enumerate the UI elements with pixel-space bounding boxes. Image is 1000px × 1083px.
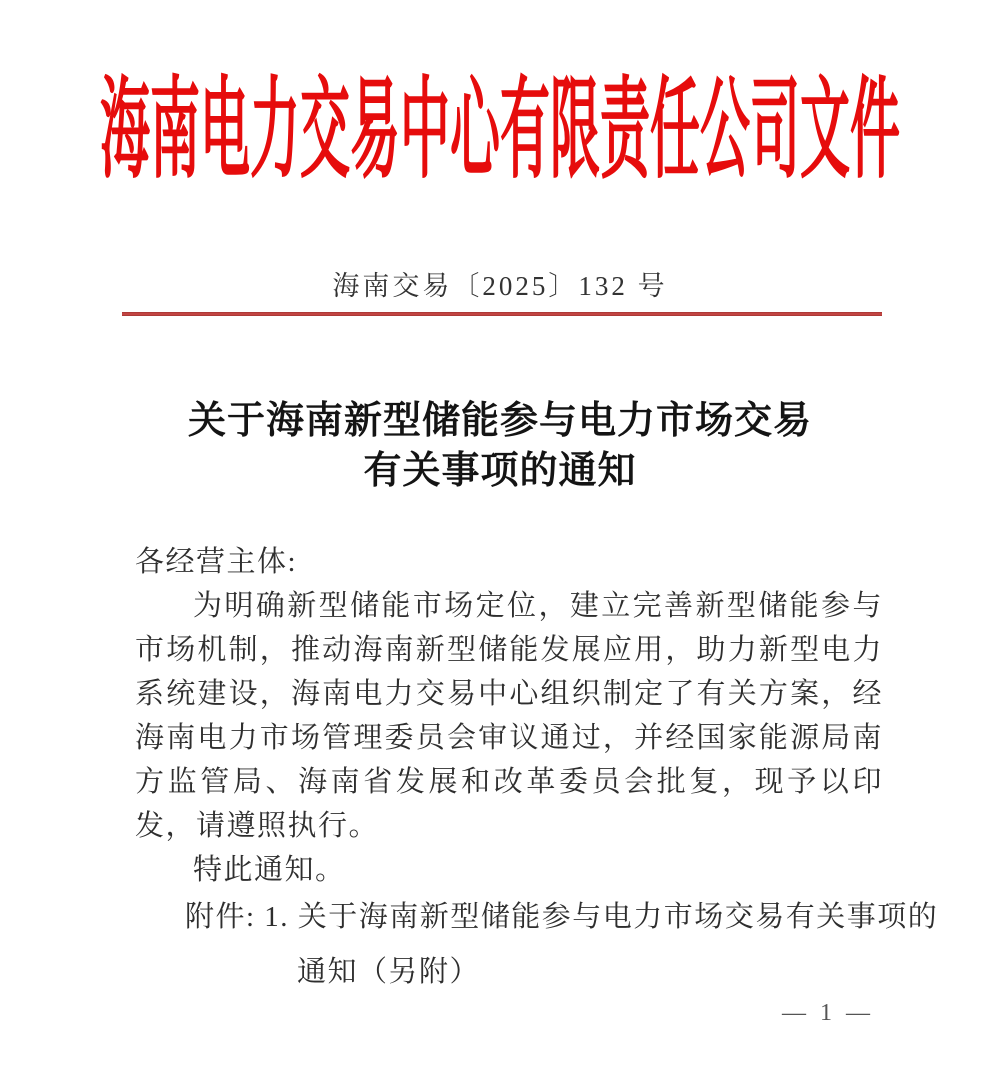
- document-number: 海南交易〔2025〕132 号: [332, 271, 668, 301]
- salutation: 各经营主体:: [135, 546, 298, 578]
- document-title-line2: 有关事项的通知: [363, 450, 637, 492]
- document-title-line1: 关于海南新型储能参与电力市场交易: [187, 400, 812, 442]
- page-number: — 1 —: [782, 1000, 874, 1026]
- document-title: [0, 396, 1000, 496]
- letterhead-divider-rule: [122, 312, 882, 316]
- body-paragraph-closing: 特此通知。: [193, 854, 346, 886]
- attachment-item-line2: 通知（另附）: [297, 956, 481, 988]
- attachment-list: [185, 890, 939, 1000]
- body-paragraph-main: 为明确新型储能市场定位，建立完善新型储能参与市场机制，推动海南新型储能发展应用，助力新型电力系统建设，海南电力交易中心组织制定了有关方案，经海南电力市场管理委员会审议通过，并经国家能源局南方监管局、海南省发展和改革委员会批复，现予以印发，请遵照执行。: [135, 590, 883, 842]
- letterhead-title: 海南电力交易中心有限责任公司文件: [100, 68, 900, 192]
- document-body: [135, 540, 883, 892]
- attachment-item-line1: 附件: 1. 关于海南新型储能参与电力市场交易有关事项的: [185, 901, 939, 933]
